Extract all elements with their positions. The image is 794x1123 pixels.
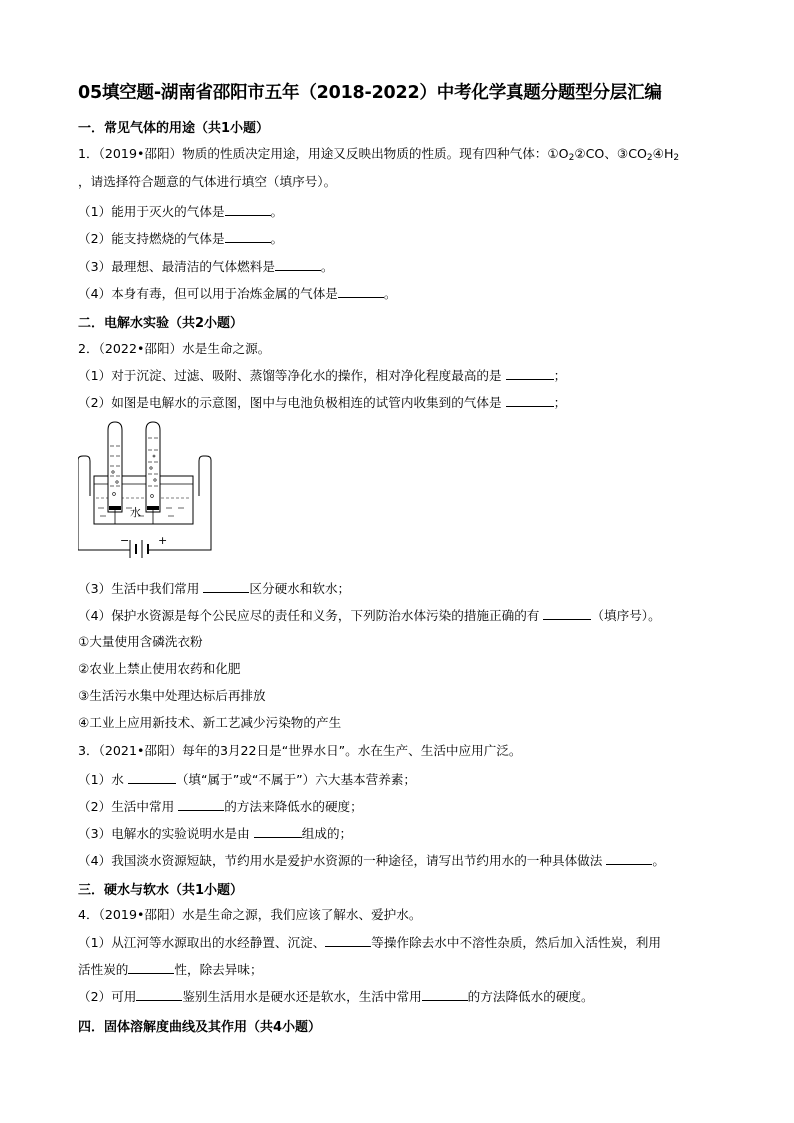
q2-part-3-text-b: 区分硬水和软水； (249, 581, 351, 596)
q4-part-1-text-c: 活性炭的 (78, 962, 129, 977)
q1-part-4 (78, 285, 396, 302)
period: 。 (320, 259, 334, 274)
right-test-tube (146, 422, 160, 512)
q1-part-2 (78, 230, 283, 247)
period: 。 (270, 204, 284, 219)
answer-blank[interactable] (422, 988, 468, 1001)
wire-right (164, 460, 211, 550)
semicolon: ； (553, 395, 567, 410)
period: 。 (270, 231, 284, 246)
question-2-stem: 2．（2022•邵阳）水是生命之源。 (78, 341, 271, 356)
q1-stem-part-b: ②CO、③CO (574, 146, 647, 161)
subscript: 2 (646, 153, 653, 163)
q2-part-4 (78, 607, 661, 624)
negative-terminal-label: − (120, 534, 130, 547)
answer-blank[interactable] (128, 771, 176, 784)
q1-stem-part-a: 1．（2019•邵阳）物质的性质决定用途，用途又反映出物质的性质。现有四种气体：①O (78, 146, 569, 161)
answer-blank[interactable] (338, 285, 384, 298)
q1-part-3-text: （3）最理想、最清洁的气体燃料是 (78, 259, 275, 274)
q3-part-2-text-a: （2）生活中常用 (78, 799, 175, 814)
answer-blank[interactable] (275, 258, 321, 271)
q3-part-2-text-b: 的方法来降低水的硬度； (224, 799, 363, 814)
q2-part-2 (78, 394, 566, 411)
q1-part-4-text: （4）本身有毒，但可以用于冶炼金属的气体是 (78, 286, 338, 301)
q3-part-3 (78, 825, 352, 842)
answer-blank[interactable] (506, 394, 554, 407)
q2-option-1: ①大量使用含磷洗衣粉 (78, 634, 203, 649)
q4-part-1-cont (78, 961, 263, 978)
q2-part-2-text: （2）如图是电解水的示意图，图中与电池负极相连的试管内收集到的气体是 (78, 395, 502, 410)
semicolon: ； (553, 368, 567, 383)
q2-part-1 (78, 367, 566, 384)
answer-blank[interactable] (225, 230, 271, 243)
q1-part-1-text: （1）能用于灭火的气体是 (78, 204, 225, 219)
section-heading-1: 一．常见气体的用途（共1小题） (78, 121, 270, 136)
subscript: 2 (673, 153, 680, 163)
q3-part-1 (78, 771, 416, 788)
answer-blank[interactable] (543, 607, 591, 620)
q2-option-4: ④工业上应用新技术、新工艺减少污染物的产生 (78, 715, 342, 730)
answer-blank[interactable] (225, 203, 271, 216)
section-heading-2: 二．电解水实验（共2小题） (78, 316, 244, 331)
period: 。 (652, 853, 665, 868)
q3-part-2 (78, 798, 363, 815)
q3-part-3-text-a: （3）电解水的实验说明水是由 (78, 826, 250, 841)
q4-part-1-text-a: （1）从江河等水源取出的水经静置、沉淀、 (78, 935, 326, 950)
q4-part-2-text-b: 鉴别生活用水是硬水还是软水，生活中常用 (182, 989, 422, 1004)
positive-terminal-label: + (158, 534, 168, 547)
q2-part-3 (78, 580, 350, 597)
answer-blank[interactable] (325, 934, 371, 947)
q1-stem-part-c: ④H (652, 146, 674, 161)
right-electrode-wire (199, 456, 211, 496)
q2-option-3: ③生活污水集中处理达标后再排放 (78, 688, 266, 703)
q3-part-1-text-b: （填“属于”或“不属于”）六大基本营养素； (175, 772, 417, 787)
document-title: 05填空题-湖南省邵阳市五年（2018-2022）中考化学真题分题型分层汇编 (78, 83, 662, 103)
answer-blank[interactable] (128, 961, 174, 974)
answer-blank[interactable] (506, 367, 554, 380)
answer-blank[interactable] (606, 852, 652, 865)
left-test-tube (108, 422, 122, 512)
q3-part-1-text-a: （1）水 (78, 772, 124, 787)
question-4-stem: 4．（2019•邵阳）水是生命之源，我们应该了解水、爱护水。 (78, 907, 422, 922)
q1-part-3 (78, 258, 334, 275)
q2-part-3-text-a: （3）生活中我们常用 (78, 581, 200, 596)
q3-part-3-text-b: 组成的； (301, 826, 353, 841)
water-label: 水 (130, 506, 141, 519)
answer-blank[interactable] (178, 798, 224, 811)
answer-blank[interactable] (254, 825, 302, 838)
answer-blank[interactable] (203, 580, 249, 593)
q4-part-1 (78, 934, 661, 951)
q3-part-4-text: （4）我国淡水资源短缺，节约用水是爱护水资源的一种途径，请写出节约用水的一种具体做法 (78, 853, 603, 868)
question-3-stem: 3．（2021•邵阳）每年的3月22日是“世界水日”。水在生产、生活中应用广泛。 (78, 743, 522, 758)
q1-part-1 (78, 203, 283, 220)
anode-plate (147, 506, 159, 510)
section-heading-4: 四．固体溶解度曲线及其作用（共4小题） (78, 1020, 322, 1035)
cathode-plate (109, 506, 121, 510)
q4-part-1-text-d: 性，除去异味； (174, 962, 263, 977)
section-heading-3: 三．硬水与软水（共1小题） (78, 883, 244, 898)
q2-option-2: ②农业上禁止使用农药和化肥 (78, 661, 241, 676)
q2-part-4-text-b: （填序号）。 (591, 608, 661, 623)
q4-part-2-text-c: 的方法降低水的硬度。 (467, 989, 594, 1004)
q1-part-2-text: （2）能支持燃烧的气体是 (78, 231, 225, 246)
electrolysis-apparatus-diagram (78, 416, 213, 558)
question-1-stem (78, 146, 679, 162)
q4-part-2-text-a: （2）可用 (78, 989, 137, 1004)
left-electrode-wire (78, 456, 90, 496)
answer-blank[interactable] (136, 988, 182, 1001)
question-1-stem-cont: ，请选择符合题意的气体进行填空（填序号）。 (78, 174, 337, 189)
q2-part-1-text: （1）对于沉淀、过滤、吸附、蒸馏等净化水的操作，相对净化程度最高的是 (78, 368, 502, 383)
period: 。 (383, 286, 397, 301)
q3-part-4 (78, 852, 665, 869)
subscript: 2 (568, 153, 575, 163)
q2-part-4-text-a: （4）保护水资源是每个公民应尽的责任和义务，下列防治水体污染的措施正确的有 (78, 608, 540, 623)
q4-part-2 (78, 988, 594, 1005)
q4-part-1-text-b: 等操作除去水中不溶性杂质，然后加入活性炭，利用 (371, 935, 661, 950)
